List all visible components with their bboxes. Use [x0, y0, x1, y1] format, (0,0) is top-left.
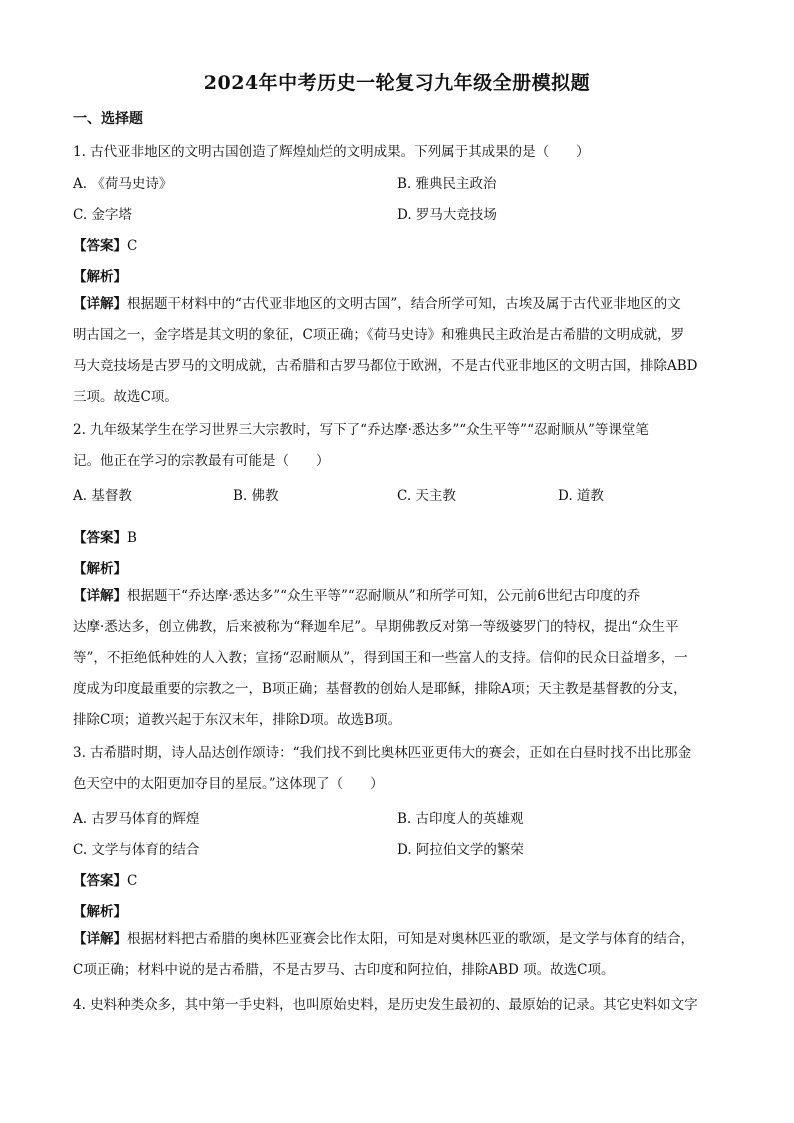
question-2-answer: [73, 526, 137, 546]
question-3-option-d: D. 阿拉伯文学的繁荣: [397, 842, 524, 858]
question-2-option-a: A. 基督教: [73, 488, 132, 504]
answer-label: 【答案】: [73, 873, 127, 889]
question-1-option-d: D. 罗马大竞技场: [397, 207, 497, 223]
answer-value: B: [127, 530, 137, 546]
question-4-stem: 4. 史料种类众多，其中第一手史料，也叫原始史料，是历史发生最初的、最原始的记录。其它史料如文字: [73, 997, 698, 1013]
detail-label: 【详解】: [73, 931, 127, 947]
detail-line: 等”，不拒绝低种姓的人入教；宣扬“忍耐顺从”，得到国王和一些富人的支持。信仰的民众日益增多，一: [73, 650, 688, 666]
stem-line: 记。他正在学习的宗教最有可能是（ ）: [73, 453, 330, 469]
question-3-option-a: A. 古罗马体育的辉煌: [73, 811, 200, 827]
question-3-detail: [73, 924, 723, 986]
detail-label: 【详解】: [73, 296, 127, 312]
page-title: 2024年中考历史一轮复习九年级全册模拟题: [203, 72, 591, 94]
question-1-detail: [73, 289, 723, 413]
question-2-stem: [73, 415, 723, 477]
question-1-answer: [73, 234, 137, 254]
question-2-option-b: B. 佛教: [233, 488, 279, 504]
answer-label: 【答案】: [73, 238, 127, 254]
detail-line: 根据题干材料中的“古代亚非地区的文明古国”，结合所学可知，古埃及属于古代亚非地区的文: [127, 296, 681, 312]
answer-value: C: [127, 873, 138, 889]
question-2-detail: [73, 581, 723, 736]
question-2-analysis-label: 【解析】: [73, 561, 127, 577]
stem-line: 2. 九年级某学生在学习世界三大宗教时，写下了“乔达摩·悉达多”“众生平等”“忍耐顺从”等课堂笔: [73, 422, 649, 438]
stem-line: 色天空中的太阳更加夺目的星辰。”这体现了（ ）: [73, 776, 384, 792]
detail-line: 度成为印度最重要的宗教之一，B项正确；基督教的创始人是耶稣，排除A项；天主教是基督教的分支，: [73, 681, 687, 697]
detail-line: 达摩·悉达多，创立佛教，后来被称为“释迦牟尼”。早期佛教反对第一等级婆罗门的特权，提出“众生平: [73, 619, 679, 635]
detail-label: 【详解】: [73, 588, 127, 604]
question-1-option-b: B. 雅典民主政治: [397, 176, 497, 192]
question-1-option-a: A. 《荷马史诗》: [73, 176, 173, 192]
stem-line: 3. 古希腊时期，诗人品达创作颂诗：“我们找不到比奥林匹亚更伟大的赛会，正如在白昼时找不出比那金: [73, 745, 692, 761]
question-3-analysis-label: 【解析】: [73, 904, 127, 920]
detail-line: 根据材料把古希腊的奥林匹亚赛会比作太阳，可知是对奥林匹亚的歌颂，是文学与体育的结合，: [127, 931, 694, 947]
question-3-option-b: B. 古印度人的英雄观: [397, 811, 524, 827]
question-2-option-c: C. 天主教: [397, 488, 456, 504]
question-1-analysis-label: 【解析】: [73, 269, 127, 285]
question-2-option-d: D. 道教: [558, 488, 604, 504]
question-1-stem: 1. 古代亚非地区的文明古国创造了辉煌灿烂的文明成果。下列属于其成果的是（ ）: [73, 144, 590, 160]
detail-line: C项正确；材料中说的是古希腊，不是古罗马、古印度和阿拉伯，排除ABD 项。故选C项。: [73, 962, 615, 978]
detail-line: 三项。故选C项。: [73, 389, 178, 405]
question-3-option-c: C. 文学与体育的结合: [73, 842, 200, 858]
detail-line: 排除C项；道教兴起于东汉末年，排除D项。故选B项。: [73, 712, 402, 728]
detail-line: 根据题干“乔达摩·悉达多”“众生平等”“忍耐顺从”和所学可知，公元前6世纪古印度的乔: [127, 588, 641, 604]
answer-value: C: [127, 238, 138, 254]
detail-line: 马大竞技场是古罗马的文明成就，古希腊和古罗马都位于欧洲，不是古代亚非地区的文明古国，排除ABD: [73, 358, 698, 374]
section-heading: 一、选择题: [73, 111, 143, 127]
detail-line: 明古国之一，金字塔是其文明的象征，C项正确；《荷马史诗》和雅典民主政治是古希腊的文明成就，罗: [73, 327, 685, 343]
question-1-option-c: C. 金字塔: [73, 207, 132, 223]
answer-label: 【答案】: [73, 530, 127, 546]
question-3-answer: [73, 869, 137, 889]
question-3-stem: [73, 738, 723, 800]
